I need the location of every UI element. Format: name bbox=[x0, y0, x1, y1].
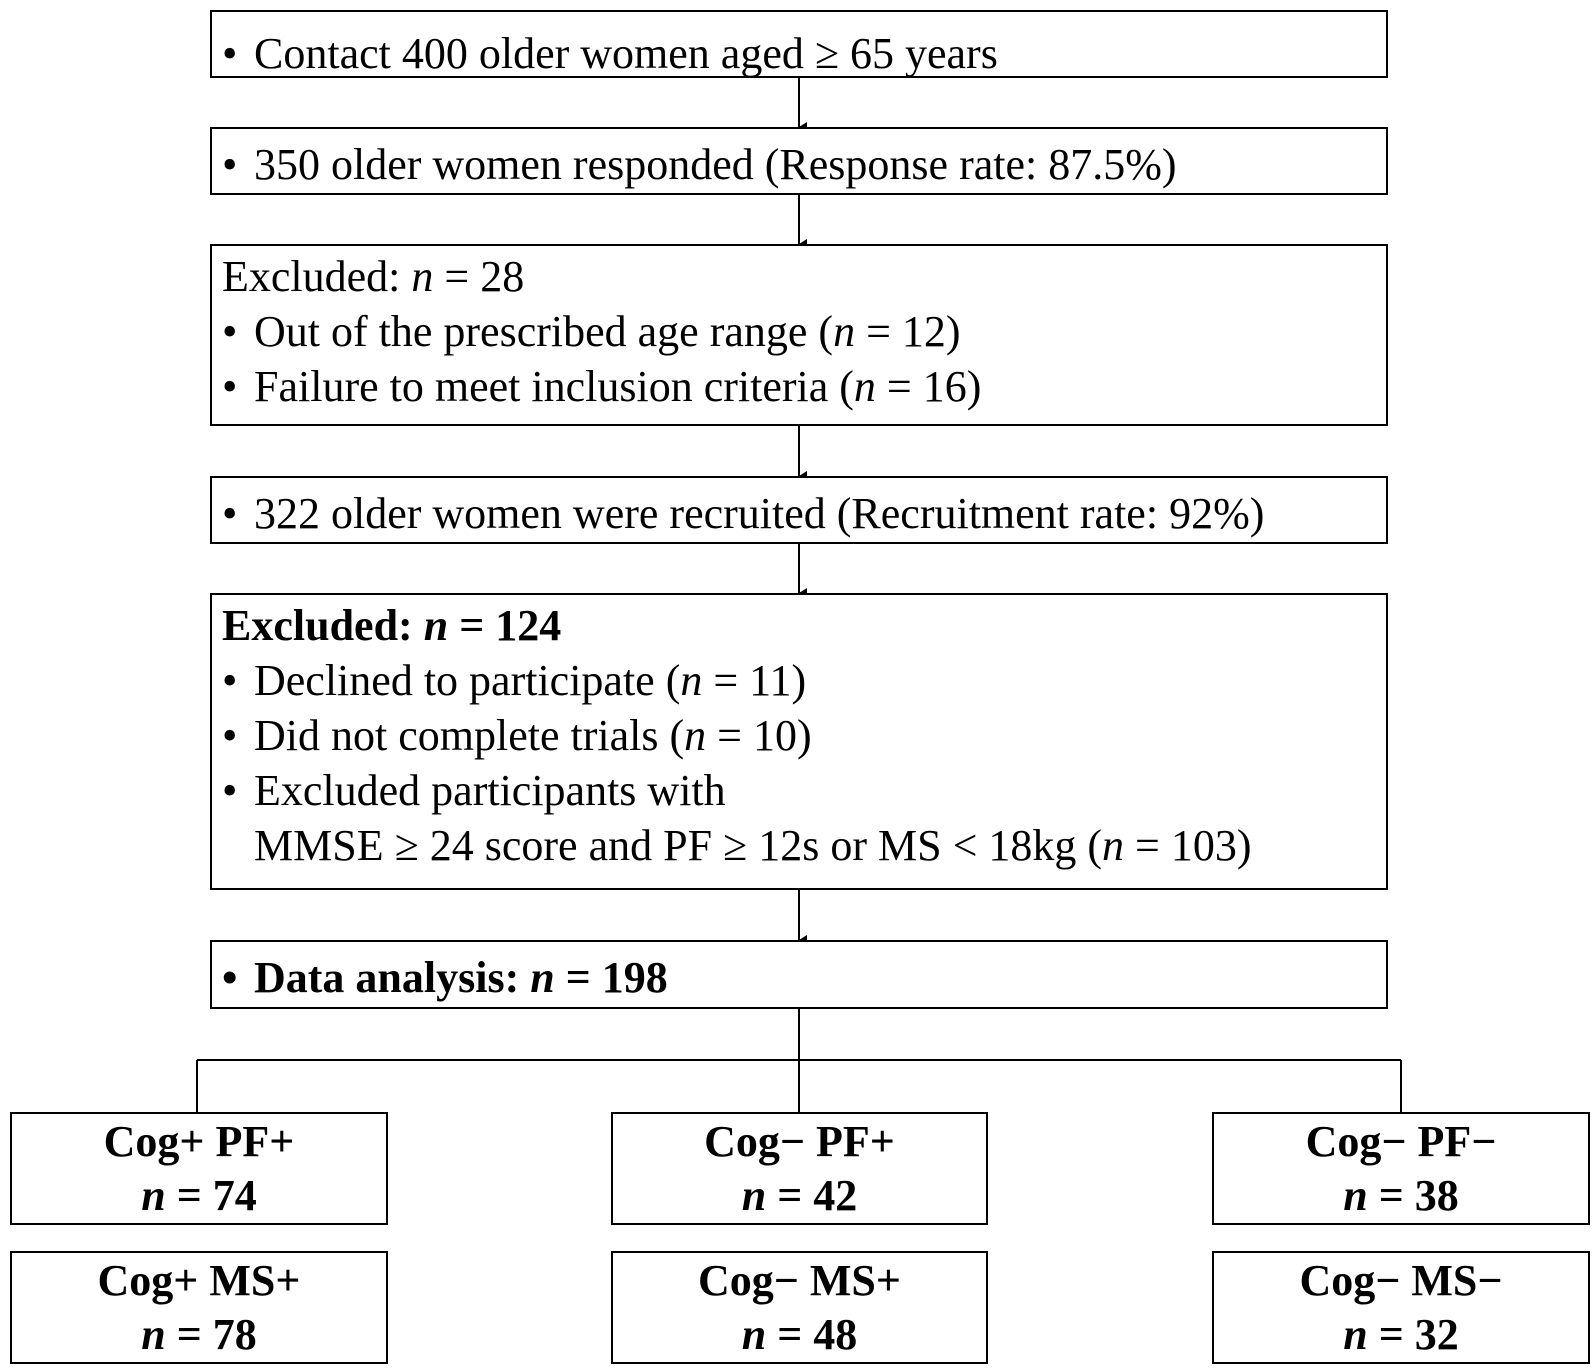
excluded-124-item bbox=[222, 653, 1386, 708]
bullet-icon: • bbox=[222, 140, 238, 189]
group-count bbox=[613, 1308, 986, 1362]
group-title: Cog− MS+ bbox=[698, 1256, 901, 1305]
recruited-text: 322 older women were recruited (Recruitment rate: 92%) bbox=[254, 489, 1265, 538]
n-symbol: n bbox=[141, 1310, 166, 1359]
n-symbol: n bbox=[411, 252, 434, 301]
item-text: MMSE ≥ 24 score and PF ≥ 12s or MS < 18kg ( bbox=[254, 821, 1103, 870]
excluded-28-item bbox=[222, 304, 1386, 359]
group-title: Cog− PF− bbox=[1305, 1117, 1497, 1166]
excluded-124-heading bbox=[222, 598, 1386, 653]
group-title: Cog− MS− bbox=[1299, 1256, 1503, 1305]
group-value: = 32 bbox=[1367, 1310, 1459, 1359]
n-symbol: n bbox=[1102, 821, 1125, 870]
item-text: Declined to participate ( bbox=[254, 656, 681, 705]
group-box-cogpos-pfpos bbox=[10, 1112, 388, 1225]
item-text: Excluded participants with bbox=[254, 766, 726, 815]
responded-line bbox=[222, 137, 1386, 192]
bullet-icon: • bbox=[222, 29, 238, 78]
bullet-icon: • bbox=[222, 953, 238, 1002]
excluded-124-item bbox=[222, 708, 1386, 763]
group-value: = 74 bbox=[165, 1171, 257, 1220]
group-title: Cog− PF+ bbox=[704, 1117, 895, 1166]
n-symbol: n bbox=[741, 1310, 767, 1359]
n-symbol: n bbox=[684, 711, 707, 760]
item-value: = 103) bbox=[1124, 821, 1252, 870]
bullet-icon: • bbox=[222, 711, 238, 760]
item-value: = 10) bbox=[706, 711, 812, 760]
item-value: = 11) bbox=[702, 656, 807, 705]
data-analysis-box bbox=[210, 940, 1388, 1009]
excluded-124-item bbox=[222, 763, 1386, 818]
data-analysis-value: = 198 bbox=[554, 953, 668, 1002]
recruited-box bbox=[210, 476, 1388, 544]
item-value: = 12) bbox=[855, 307, 961, 356]
excluded-28-box bbox=[210, 244, 1388, 426]
data-analysis-line bbox=[222, 950, 1386, 1005]
responded-box bbox=[210, 127, 1388, 195]
n-symbol: n bbox=[833, 307, 856, 356]
responded-text: 350 older women responded (Response rate: 87.5%) bbox=[254, 140, 1177, 189]
data-analysis-label: Data analysis: bbox=[254, 953, 531, 1002]
excluded-28-label: Excluded: bbox=[222, 252, 412, 301]
contact-line bbox=[222, 26, 1386, 81]
group-title: Cog+ MS+ bbox=[97, 1256, 301, 1305]
excluded-124-box bbox=[210, 593, 1388, 890]
group-count bbox=[12, 1308, 386, 1362]
excluded-124-item-continuation bbox=[222, 818, 1386, 873]
item-text: Failure to meet inclusion criteria ( bbox=[254, 362, 854, 411]
bullet-icon: • bbox=[222, 656, 238, 705]
n-symbol: n bbox=[741, 1171, 767, 1220]
bullet-icon: • bbox=[222, 766, 238, 815]
bullet-icon: • bbox=[222, 307, 238, 356]
n-symbol: n bbox=[141, 1171, 166, 1220]
group-value: = 42 bbox=[766, 1171, 858, 1220]
excluded-124-label: Excluded: bbox=[222, 601, 424, 650]
contact-text: Contact 400 older women aged ≥ 65 years bbox=[254, 29, 998, 78]
item-text: Did not complete trials ( bbox=[254, 711, 685, 760]
n-symbol: n bbox=[423, 601, 449, 650]
group-count bbox=[613, 1169, 986, 1223]
n-symbol: n bbox=[530, 953, 555, 1002]
bullet-icon: • bbox=[222, 489, 238, 538]
group-value: = 48 bbox=[766, 1310, 858, 1359]
excluded-28-item bbox=[222, 359, 1386, 414]
group-box-cogpos-mspos bbox=[10, 1251, 388, 1364]
group-box-cogneg-pfneg bbox=[1212, 1112, 1590, 1225]
recruited-line bbox=[222, 486, 1386, 541]
group-count bbox=[1214, 1169, 1588, 1223]
group-value: = 38 bbox=[1367, 1171, 1459, 1220]
excluded-28-heading bbox=[222, 249, 1386, 304]
item-value: = 16) bbox=[875, 362, 982, 411]
excluded-28-value: = 28 bbox=[433, 252, 525, 301]
n-symbol: n bbox=[1343, 1171, 1368, 1220]
group-box-cogneg-mspos bbox=[611, 1251, 988, 1364]
item-text: Out of the prescribed age range ( bbox=[254, 307, 834, 356]
n-symbol: n bbox=[680, 656, 703, 705]
excluded-124-value: = 124 bbox=[448, 601, 562, 650]
group-count bbox=[1214, 1308, 1588, 1362]
group-count bbox=[12, 1169, 386, 1223]
group-box-cogneg-msneg bbox=[1212, 1251, 1590, 1364]
group-title: Cog+ PF+ bbox=[103, 1117, 295, 1166]
group-box-cogneg-pfpos bbox=[611, 1112, 988, 1225]
group-value: = 78 bbox=[165, 1310, 257, 1359]
n-symbol: n bbox=[1343, 1310, 1368, 1359]
bullet-icon: • bbox=[222, 362, 238, 411]
n-symbol: n bbox=[853, 362, 876, 411]
contact-box bbox=[210, 10, 1388, 78]
